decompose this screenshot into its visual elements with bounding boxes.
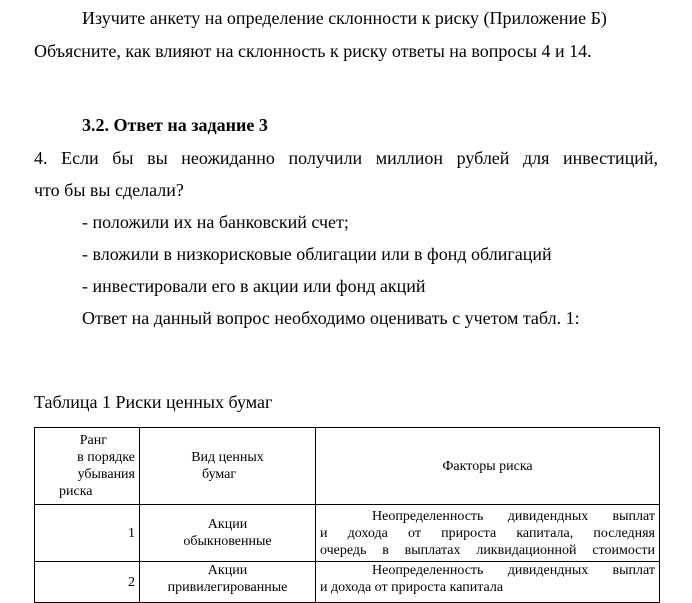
row-1-type-line-2: обыкновенные bbox=[183, 534, 272, 549]
header-rank bbox=[35, 428, 140, 505]
header-type-line-1: Вид ценных bbox=[191, 450, 264, 465]
question-line-2: что бы вы сделали? bbox=[34, 180, 184, 200]
table-row bbox=[35, 562, 660, 603]
row-2-type-line-2: привилегированные bbox=[167, 580, 288, 595]
row-1-factors-line-1: Неопределенность дивидендных выплат bbox=[372, 508, 655, 524]
row-1-factors bbox=[316, 505, 660, 562]
row-1-type-line-1: Акции bbox=[207, 517, 248, 532]
table-reference-note: Ответ на данный вопрос необходимо оценивать с учетом табл. 1: bbox=[82, 308, 580, 328]
row-2-rank: 2 bbox=[35, 562, 140, 603]
section-heading: 3.2. Ответ на задание 3 bbox=[82, 115, 268, 135]
answer-option-2: - вложили в низкорисковые облигации или в фонд облигаций bbox=[82, 244, 552, 264]
row-2-type bbox=[140, 562, 316, 603]
header-rank-line-3: убывания bbox=[77, 467, 135, 482]
row-2-type-line-1: Акции bbox=[207, 563, 248, 578]
question-line-1: 4. Если бы вы неожиданно получили миллион рублей для инвестиций, bbox=[34, 148, 658, 168]
intro-line-1: Изучите анкету на определение склонности к риску (Приложение Б) bbox=[82, 8, 607, 28]
answer-option-3: - инвестировали его в акции или фонд акций bbox=[82, 276, 426, 296]
header-factors: Факторы риска bbox=[316, 428, 660, 505]
row-2-factors-line-2: и дохода от прироста капитала bbox=[320, 580, 504, 595]
row-2-factors-line-1: Неопределенность дивидендных выплат bbox=[372, 563, 655, 578]
header-rank-line-1: Ранг bbox=[79, 433, 107, 448]
header-rank-line-4: риска bbox=[59, 484, 93, 499]
risk-table bbox=[34, 427, 660, 603]
table-row bbox=[35, 505, 660, 562]
table-caption: Таблица 1 Риски ценных бумаг bbox=[34, 392, 273, 412]
header-type-line-2: бумаг bbox=[202, 467, 237, 482]
header-rank-line-2: в порядке bbox=[77, 450, 135, 465]
row-1-factors-line-2: и дохода от прироста капитала, последняя bbox=[320, 525, 655, 541]
header-type bbox=[140, 428, 316, 505]
row-1-rank: 1 bbox=[35, 505, 140, 562]
table-header-row bbox=[35, 428, 660, 505]
answer-option-1: - положили их на банковский счет; bbox=[82, 212, 349, 232]
row-1-factors-line-3: очередь в выплатах ликвидационной стоимости bbox=[320, 542, 655, 558]
row-1-type bbox=[140, 505, 316, 562]
intro-line-2: Объясните, как влияют на склонность к риску ответы на вопросы 4 и 14. bbox=[34, 41, 592, 61]
row-2-factors bbox=[316, 562, 660, 603]
